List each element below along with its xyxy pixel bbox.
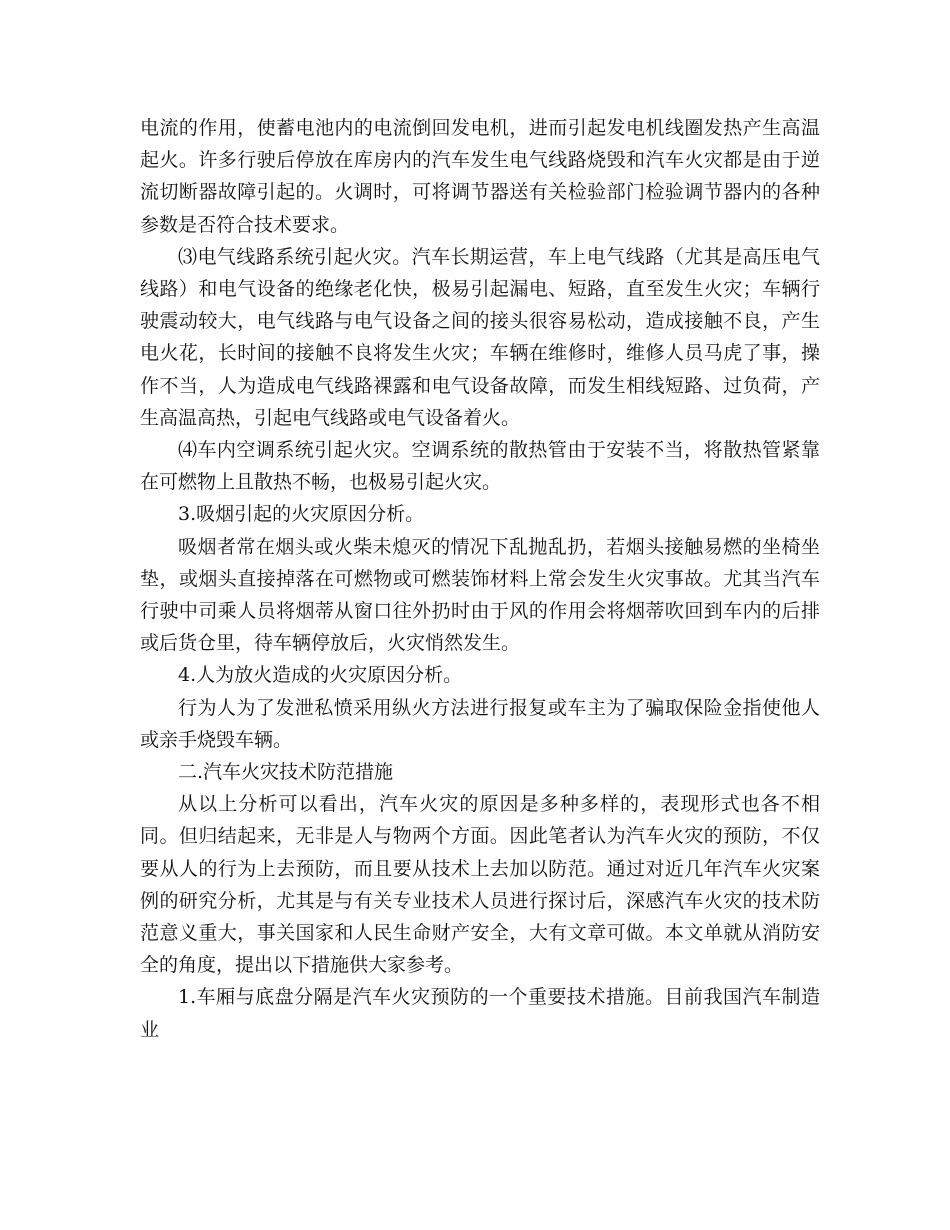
paragraph-5: 吸烟者常在烟头或火柴未熄灭的情况下乱抛乱扔，若烟头接触易燃的坐椅坐垫，或烟头直接掉落在可燃物或可燃装饰材料上常会发生火灾事故。尤其当汽车行驶中司乘人员将烟蒂从窗口往外扔时由于风的作用会将烟蒂吹回到车内的后排或后货仓里，待车辆停放后，火灾悄然发生。 — [140, 535, 820, 655]
paragraph-7: 行为人为了发泄私愤采用纵火方法进行报复或车主为了骗取保险金指使他人或亲手烧毁车辆。 — [140, 696, 820, 751]
section-heading: 二.汽车火灾技术防范措施 — [178, 761, 394, 784]
paragraph-4-heading: 3.吸烟引起的火灾原因分析。 — [178, 503, 425, 526]
paragraph-1: 电流的作用，使蓄电池内的电流倒回发电机，进而引起发电机线圈发热产生高温起火。许多行驶后停放在库房内的汽车发生电气线路烧毁和汽车火灾都是由于逆流切断器故障引起的。火调时，可将调节器送有关检验部门检验调节器内的各种参数是否符合技术要求。 — [140, 117, 820, 236]
document-body — [140, 112, 820, 1046]
paragraph-10: 1.车厢与底盘分隔是汽车火灾预防的一个重要技术措施。目前我国汽车制造业 — [140, 986, 820, 1041]
paragraph-3: ⑷车内空调系统引起火灾。空调系统的散热管由于安装不当，将散热管紧靠在可燃物上且散热不畅，也极易引起火灾。 — [140, 439, 820, 494]
paragraph-2: ⑶电气线路系统引起火灾。汽车长期运营，车上电气线路（尤其是高压电气线路）和电气设备的绝缘老化快，极易引起漏电、短路，直至发生火灾；车辆行驶震动较大，电气线路与电气设备之间的接头很容易松动，造成接触不良，产生电火花，长时间的接触不良将发生火灾；车辆在维修时，维修人员马虎了事，操作不当，人为造成电气线路裸露和电气设备故障，而发生相线短路、过负荷，产生高温高热，引起电气线路或电气设备着火。 — [140, 245, 820, 429]
paragraph-9: 从以上分析可以看出，汽车火灾的原因是多种多样的，表现形式也各不相同。但归结起来，无非是人与物两个方面。因此笔者认为汽车火灾的预防，不仅要从人的行为上去预防，而且要从技术上去加以防范。通过对近几年汽车火灾案例的研究分析，尤其是与有关专业技术人员进行探讨后，深感汽车火灾的技术防范意义重大，事关国家和人民生命财产安全，大有文章可做。本文单就从消防安全的角度，提出以下措施供大家参考。 — [140, 793, 820, 977]
paragraph-6-heading: 4.人为放火造成的火灾原因分析。 — [178, 664, 463, 687]
